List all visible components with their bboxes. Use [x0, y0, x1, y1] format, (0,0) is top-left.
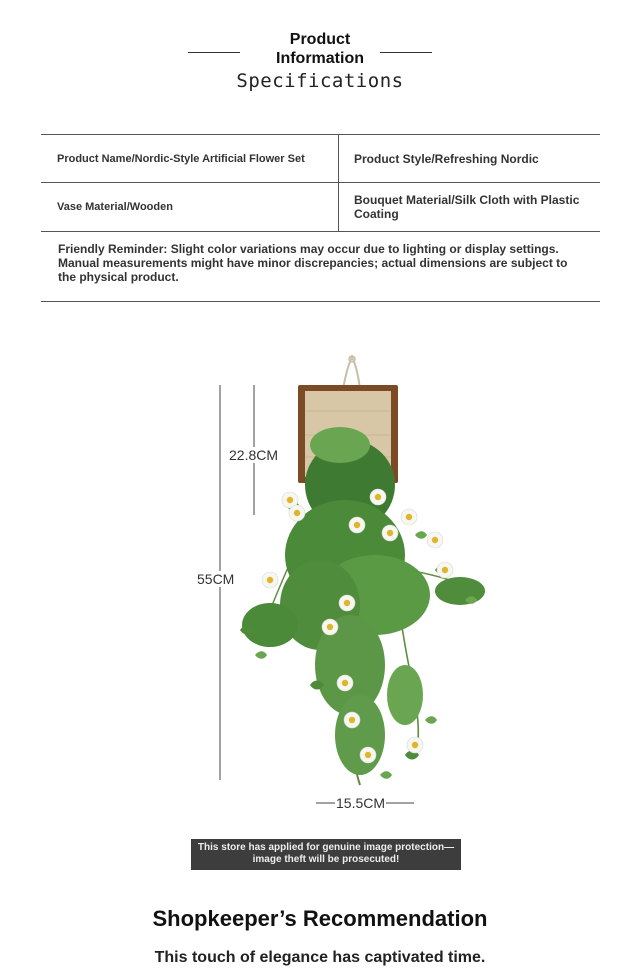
- spec-bouquet-material: Bouquet Material/Silk Cloth with Plastic Coating: [354, 193, 580, 221]
- spec-row: [41, 182, 600, 231]
- hanging-flower-illustration: [200, 355, 500, 815]
- friendly-reminder: Friendly Reminder: Slight color variations may occur due to lighting or display settings. Manual measurements might have minor discrepancies; actual dimensions are subject to the physical product.: [41, 231, 600, 302]
- page-title: Product Information: [276, 31, 364, 67]
- product-image: [197, 355, 500, 815]
- spec-vase-material: Vase Material/Wooden: [41, 183, 339, 231]
- spec-row: [41, 134, 600, 182]
- section-header: [0, 30, 640, 92]
- dimension-total-height: 55CM: [197, 571, 235, 587]
- recommendation-title: Shopkeeper’s Recommendation: [152, 906, 488, 931]
- dimension-box-height: 22.8CM: [229, 447, 279, 463]
- dimension-width: 15.5CM: [336, 795, 386, 811]
- spec-table: [41, 134, 600, 302]
- page-subtitle: Specifications: [236, 70, 404, 92]
- image-protection-notice: This store has applied for genuine image protection—image theft will be prosecuted!: [191, 839, 461, 870]
- spec-product-style: Product Style/Refreshing Nordic: [354, 151, 539, 166]
- spec-product-name: Product Name/Nordic-Style Artificial Flower Set: [41, 135, 339, 182]
- recommendation-subtitle: This touch of elegance has captivated time.: [154, 949, 486, 966]
